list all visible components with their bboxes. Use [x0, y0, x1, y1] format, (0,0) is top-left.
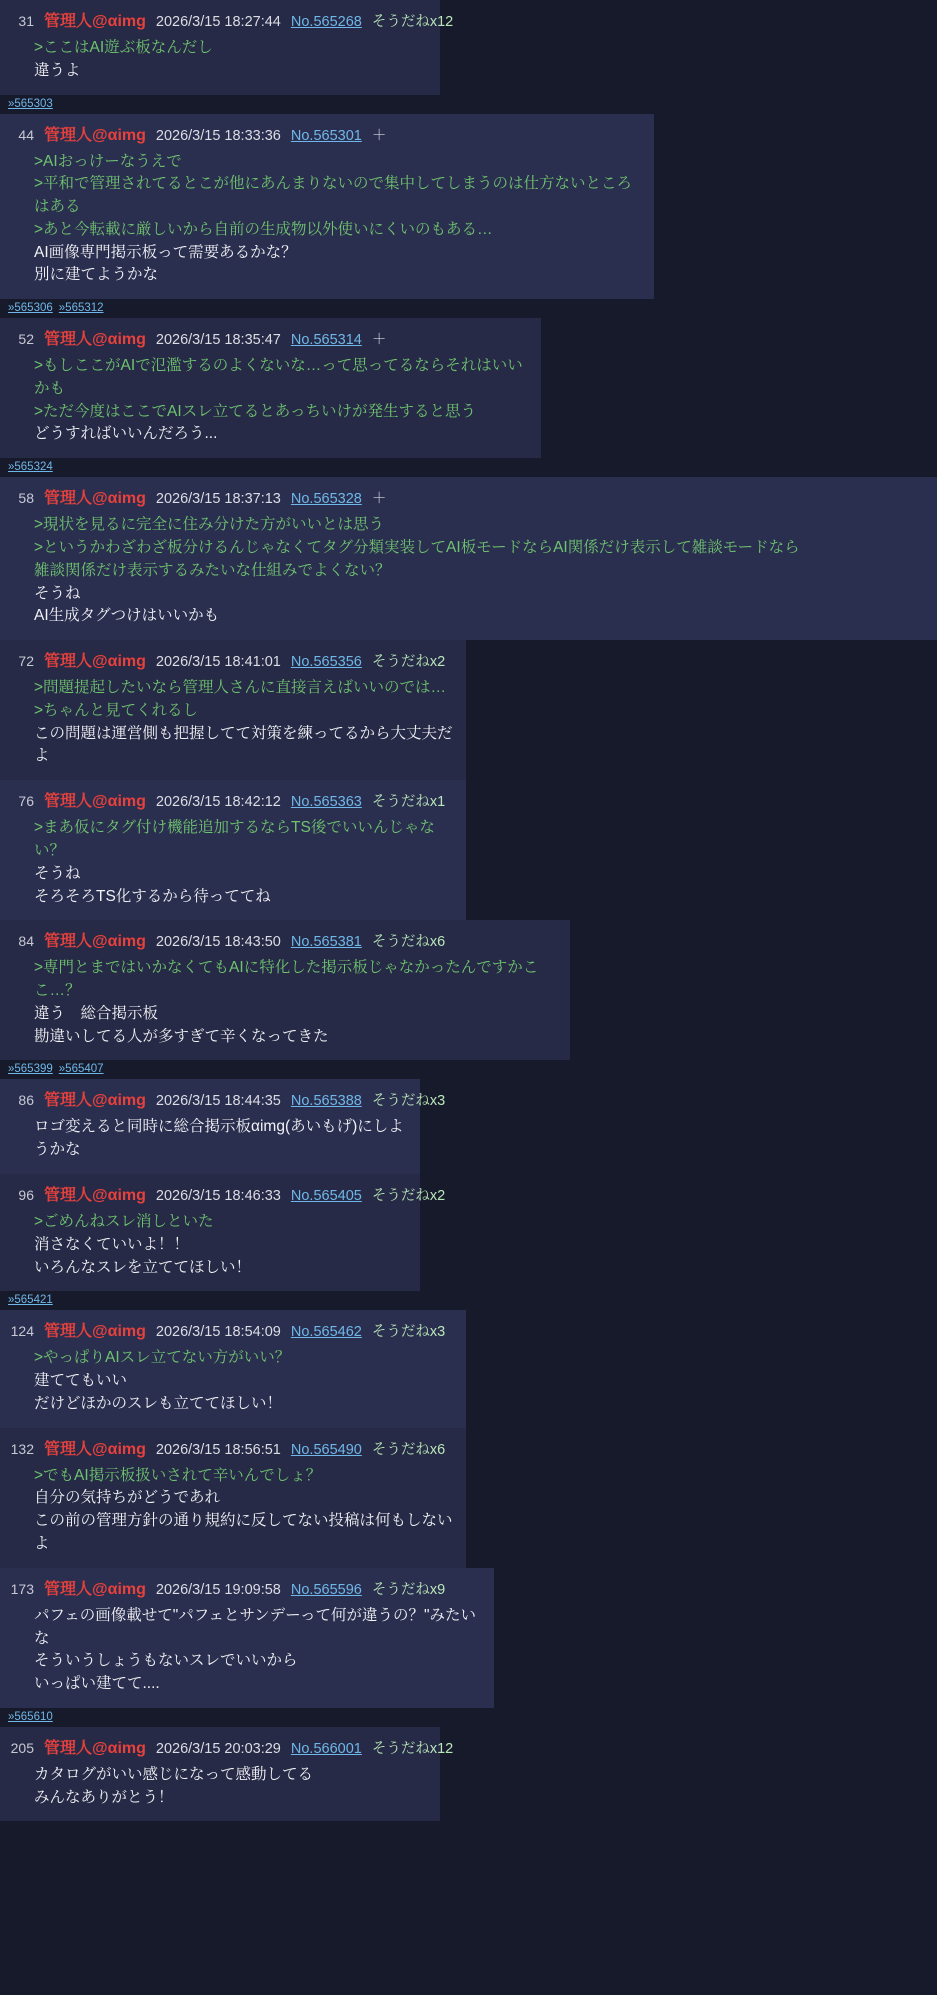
text-line: そういうしょうもないスレでいいから — [34, 1652, 298, 1670]
text-line: この問題は運営側も把握してて対策を練ってるから大丈夫だよ — [34, 724, 453, 765]
text-line: カタログがいい感じになって感動してる — [34, 1765, 314, 1783]
quote-line: >まあ仮にタグ付け機能追加するならTS後でいいんじゃない？ — [34, 819, 435, 859]
quote-line: >平和で管理されてるとこが他にあんまりないので集中してしまうのは仕方ないところはある — [34, 175, 633, 216]
post-author-name: 管理人@αimg — [44, 933, 146, 951]
sodane-counter[interactable]: そうだねx6 — [371, 934, 446, 951]
post-number: 31 — [18, 13, 34, 29]
post-header — [0, 477, 937, 512]
post-timestamp: 2026/3/15 18:27:44 — [155, 14, 281, 30]
text-line: そろそろTS化するから待っててね — [34, 887, 271, 905]
post-body — [0, 815, 466, 910]
sodane-counter[interactable]: そうだねx6 — [371, 1441, 446, 1458]
backlink[interactable]: »565407 — [58, 1063, 104, 1076]
backlinks-row — [0, 299, 937, 318]
post-timestamp: 2026/3/15 18:37:13 — [155, 491, 281, 508]
post-timestamp: 2026/3/15 18:33:36 — [155, 127, 281, 144]
quote-line: >やっぱりAIスレ立てない方がいい？ — [34, 1349, 291, 1367]
post-id-link[interactable]: No.565405 — [290, 1187, 362, 1204]
backlinks-row — [0, 1291, 937, 1310]
post-header — [0, 0, 454, 35]
post-timestamp: 2026/3/15 18:35:47 — [155, 332, 281, 349]
quote-line: >もしここがAIで氾濫するのよくないな…って思ってるならそれはいいかも — [34, 357, 523, 397]
post-body — [0, 1209, 420, 1281]
post — [0, 1568, 494, 1708]
sodane-counter[interactable]: そうだねx12 — [371, 14, 454, 30]
post-header — [0, 640, 466, 675]
text-line: AI生成タグつけはいいかも — [34, 607, 220, 625]
backlink[interactable]: »565306 — [8, 302, 53, 315]
quote-line: >ちゃんと見てくれるし — [34, 701, 199, 719]
post-number: 205 — [10, 1739, 34, 1756]
backlinks-row — [0, 95, 937, 114]
post-id-link[interactable]: No.566001 — [290, 1740, 362, 1757]
backlink[interactable]: »565303 — [8, 97, 53, 110]
sodane-counter[interactable]: そうだねx2 — [371, 654, 446, 671]
post-author-name: 管理人@αimg — [44, 1440, 146, 1458]
post-number: 72 — [18, 653, 34, 670]
post-header — [0, 1174, 446, 1209]
post-header — [0, 1568, 494, 1603]
quote-line: >というかわざわざ板分けるんじゃなくてタグ分類実装してAI板モードならAI関係だけ表示して雑談モードなら — [34, 538, 800, 556]
post-id-link[interactable]: No.565462 — [290, 1324, 362, 1341]
text-line: 建ててもいい — [34, 1372, 128, 1390]
post — [0, 780, 466, 920]
post-id-link[interactable]: No.565328 — [290, 491, 362, 508]
text-line: いっぱい建てて.... — [34, 1675, 160, 1693]
post-body — [0, 1603, 494, 1698]
post-body — [0, 1345, 466, 1417]
post-body — [0, 512, 937, 630]
text-line: 消さなくていいよ！！ — [34, 1235, 190, 1253]
post-author-name: 管理人@αimg — [44, 1092, 146, 1110]
sodane-counter[interactable]: そうだねx1 — [371, 794, 446, 811]
text-line: パフェの画像載せて"パフェとサンデーって何が違うの？"みたいな — [34, 1606, 477, 1647]
post-body — [0, 353, 541, 448]
post-number: 96 — [18, 1186, 34, 1203]
post-author-name: 管理人@αimg — [44, 1323, 146, 1341]
post-body — [0, 1114, 420, 1164]
sodane-counter[interactable]: そうだねx3 — [371, 1093, 446, 1110]
quote-line: 雑談関係だけ表示するみたいな仕組みでよくない？ — [34, 561, 391, 579]
post — [0, 920, 570, 1060]
post-header — [0, 1727, 454, 1762]
text-line: この前の管理方針の通り規約に反してない投稿は何もしないよ — [34, 1512, 453, 1552]
post — [0, 114, 654, 300]
sodane-counter[interactable]: そうだねx2 — [371, 1187, 446, 1204]
text-line: 勘違いしてる人が多すぎて辛くなってきた — [34, 1027, 329, 1045]
post — [0, 1727, 454, 1822]
post — [0, 1428, 466, 1568]
post-header — [0, 1310, 466, 1345]
quote-line: >あと今転載に厳しいから自前の生成物以外使いにくいのもある… — [34, 220, 493, 238]
text-line: どうすればいいんだろう... — [34, 425, 218, 443]
text-line: 違う 総合掲示板 — [34, 1004, 159, 1022]
quote-line: >ここはAI遊ぶ板なんだし — [34, 39, 213, 56]
backlink[interactable]: »565324 — [8, 461, 53, 474]
post-timestamp: 2026/3/15 18:41:01 — [155, 654, 281, 671]
quote-line: >ただ今度はここでAIスレ立てるとあっちいけが発生すると思う — [34, 402, 477, 420]
post-number: 124 — [10, 1323, 34, 1340]
text-line: 自分の気持ちがどうであれ — [34, 1489, 221, 1507]
post-author-name: 管理人@αimg — [44, 793, 146, 811]
post-body — [0, 675, 466, 770]
post-id-link[interactable]: No.565356 — [290, 654, 362, 671]
post-header — [0, 780, 466, 815]
post — [0, 0, 454, 95]
text-line: そうね — [34, 584, 81, 602]
text-line: そうね — [34, 864, 81, 882]
post-author-name: 管理人@αimg — [44, 126, 146, 144]
post-body — [0, 1463, 466, 1558]
text-line: AI画像専門掲示板って需要あるかな？ — [34, 243, 297, 261]
post-author-name: 管理人@αimg — [44, 1186, 146, 1204]
post — [0, 1079, 446, 1174]
sodane-plus-button[interactable]: ＋ — [371, 332, 387, 349]
post-header — [0, 1428, 466, 1463]
post-header — [0, 1079, 446, 1114]
post-author-name: 管理人@αimg — [44, 331, 146, 349]
post-timestamp: 2026/3/15 18:43:50 — [155, 934, 281, 951]
post-timestamp: 2026/3/15 18:46:33 — [155, 1187, 281, 1204]
post-id-link[interactable]: No.565268 — [290, 14, 362, 30]
post-timestamp: 2026/3/15 20:03:29 — [155, 1740, 281, 1757]
post-number: 52 — [18, 331, 34, 348]
post-body — [0, 955, 570, 1050]
quote-line: >専門とまではいかなくてもAIに特化した掲示板じゃなかったんですかここ…？ — [34, 959, 539, 1000]
post-author-name: 管理人@αimg — [44, 13, 146, 30]
post-author-name: 管理人@αimg — [44, 1739, 146, 1757]
backlinks-row — [0, 1060, 937, 1079]
post-number: 86 — [18, 1092, 34, 1109]
post — [0, 1310, 466, 1427]
post-id-link[interactable]: No.565596 — [290, 1581, 362, 1598]
post-id-link[interactable]: No.565388 — [290, 1093, 362, 1110]
quote-line: >AIおっけーなうえで — [34, 152, 182, 170]
post-timestamp: 2026/3/15 18:56:51 — [155, 1441, 281, 1458]
post-body — [0, 35, 440, 85]
text-line: いろんなスレを立ててほしい！ — [34, 1258, 252, 1276]
quote-line: >でもAI掲示板扱いされて辛いんでしょ？ — [34, 1466, 322, 1484]
post-header — [0, 920, 570, 955]
backlink[interactable]: »565312 — [58, 302, 104, 315]
text-line: 別に建てようかな — [34, 266, 159, 284]
text-line: だけどほかのスレも立ててほしい！ — [34, 1394, 283, 1412]
sodane-counter[interactable]: そうだねx9 — [371, 1581, 446, 1598]
post-number: 44 — [18, 126, 34, 143]
sodane-plus-button[interactable]: ＋ — [371, 127, 387, 144]
backlink[interactable]: »565399 — [8, 1063, 53, 1076]
post-id-link[interactable]: No.565314 — [290, 332, 362, 349]
post-number: 58 — [18, 490, 34, 507]
text-line: みんなありがとう！ — [34, 1788, 174, 1806]
post-id-link[interactable]: No.565301 — [290, 127, 362, 144]
post-id-link[interactable]: No.565490 — [290, 1441, 362, 1458]
text-line: ロゴ変えると同時に総合掲示板αimg(あいもげ)にしようかな — [34, 1118, 404, 1159]
post-number: 76 — [18, 793, 34, 810]
post-body — [0, 1762, 440, 1812]
post — [0, 318, 541, 458]
backlink[interactable]: »565610 — [8, 1710, 53, 1723]
post-timestamp: 2026/3/15 18:54:09 — [155, 1324, 281, 1341]
backlink[interactable]: »565421 — [8, 1294, 53, 1307]
post-body — [0, 149, 654, 290]
quote-line: >ごめんねスレ消しといた — [34, 1212, 214, 1230]
post-header — [0, 114, 654, 149]
post-header — [0, 318, 541, 353]
sodane-counter[interactable]: そうだねx3 — [371, 1324, 446, 1341]
post-author-name: 管理人@αimg — [44, 1580, 146, 1598]
backlinks-row — [0, 1708, 937, 1727]
post-timestamp: 2026/3/15 18:42:12 — [155, 794, 281, 811]
backlinks-row — [0, 458, 937, 477]
post-number: 84 — [18, 933, 34, 950]
post — [0, 1174, 446, 1291]
quote-line: >現状を見るに完全に住み分けた方がいいとは思う — [34, 516, 385, 534]
post-number: 132 — [10, 1440, 34, 1457]
post — [0, 640, 466, 780]
post-author-name: 管理人@αimg — [44, 653, 146, 671]
quote-line: >問題提起したいなら管理人さんに直接言えばいいのでは… — [34, 679, 447, 697]
text-line: 違うよ — [34, 61, 81, 79]
post — [0, 477, 937, 640]
post-timestamp: 2026/3/15 18:44:35 — [155, 1093, 281, 1110]
post-id-link[interactable]: No.565381 — [290, 934, 362, 951]
sodane-plus-button[interactable]: ＋ — [371, 491, 387, 508]
sodane-counter[interactable]: そうだねx12 — [371, 1740, 454, 1757]
post-author-name: 管理人@αimg — [44, 490, 146, 508]
post-timestamp: 2026/3/15 19:09:58 — [155, 1581, 281, 1598]
post-id-link[interactable]: No.565363 — [290, 794, 362, 811]
post-number: 173 — [10, 1580, 34, 1597]
